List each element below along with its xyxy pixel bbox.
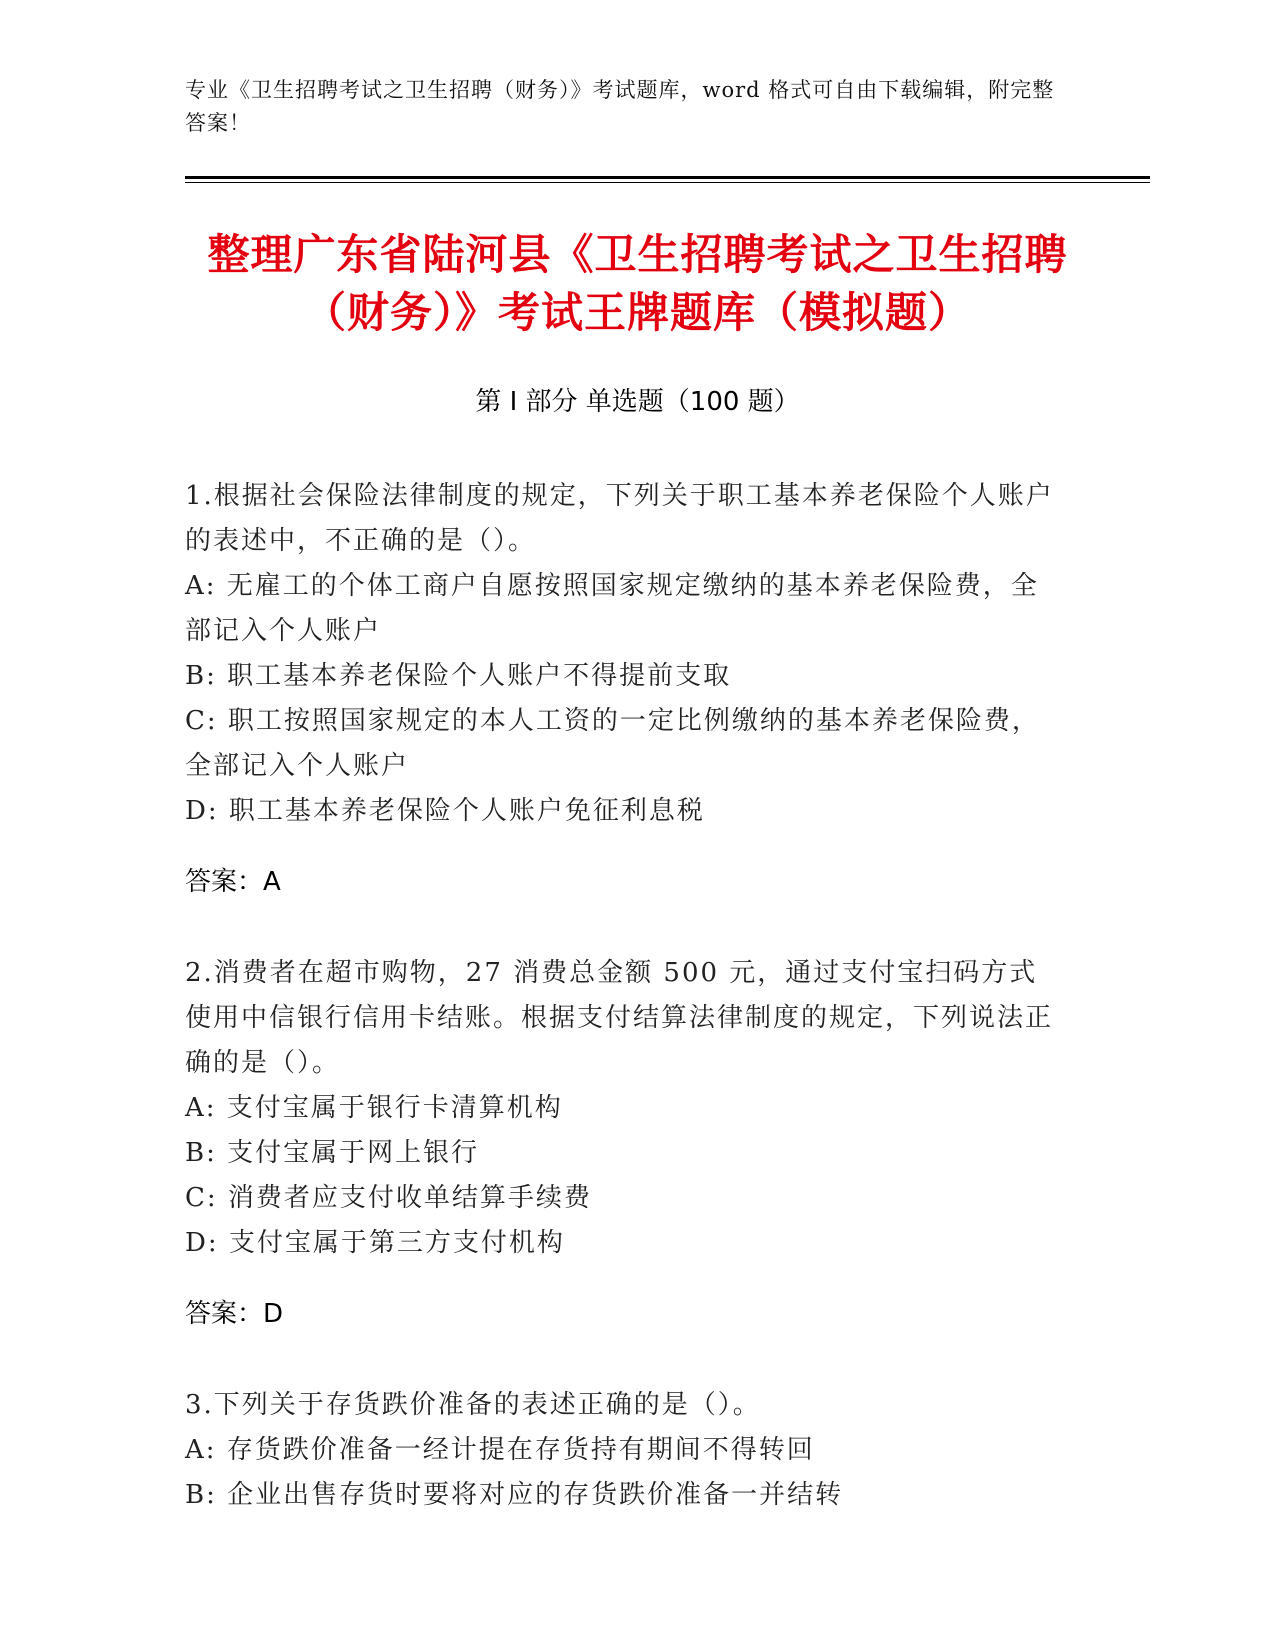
question-2 [185, 951, 1065, 1337]
answer: 答案：D [185, 1299, 284, 1329]
question-stem: 3.下列关于存货跌价准备的表述正确的是（）。 [185, 1390, 761, 1420]
option-d: D: 支付宝属于第三方支付机构 [185, 1228, 565, 1258]
question-stem: 2.消费者在超市购物，27 消费总金额 500 元，通过支付宝扫码方式使用中信银行信用卡结账。根据支付结算法律制度的规定，下列说法正确的是（）。 [185, 958, 1054, 1078]
option-b: B: 企业出售存货时要将对应的存货跌价准备一并结转 [185, 1480, 844, 1510]
header-rule-thin [185, 182, 1150, 183]
answer: 答案：A [185, 867, 281, 897]
option-a: A: 无雇工的个体工商户自愿按照国家规定缴纳的基本养老保险费，全部记入个人账户 [185, 571, 1039, 646]
option-c: C: 消费者应支付收单结算手续费 [185, 1183, 592, 1213]
header-rule-thick [185, 176, 1150, 179]
option-d: D: 职工基本养老保险个人账户免征利息税 [185, 796, 705, 826]
question-list [185, 474, 1065, 1564]
question-stem: 1.根据社会保险法律制度的规定，下列关于职工基本养老保险个人账户的表述中，不正确的是（）。 [185, 481, 1054, 556]
section-title: 第 I 部分 单选题（100 题） [475, 387, 800, 417]
option-a: A: 支付宝属于银行卡清算机构 [185, 1093, 563, 1123]
option-b: B: 职工基本养老保险个人账户不得提前支取 [185, 661, 732, 691]
option-b: B: 支付宝属于网上银行 [185, 1138, 480, 1168]
header-note: 专业《卫生招聘考试之卫生招聘（财务）》考试题库，word 格式可自由下载编辑，附完整答案！ [185, 78, 1055, 135]
question-1 [185, 474, 1065, 905]
option-a: A: 存货跌价准备一经计提在存货持有期间不得转回 [185, 1435, 815, 1465]
option-c: C: 职工按照国家规定的本人工资的一定比例缴纳的基本养老保险费，全部记入个人账户 [185, 706, 1040, 781]
question-3 [185, 1383, 1065, 1518]
document-title: 整理广东省陆河县《卫生招聘考试之卫生招聘（财务）》考试王牌题库（模拟题） [207, 230, 1068, 337]
